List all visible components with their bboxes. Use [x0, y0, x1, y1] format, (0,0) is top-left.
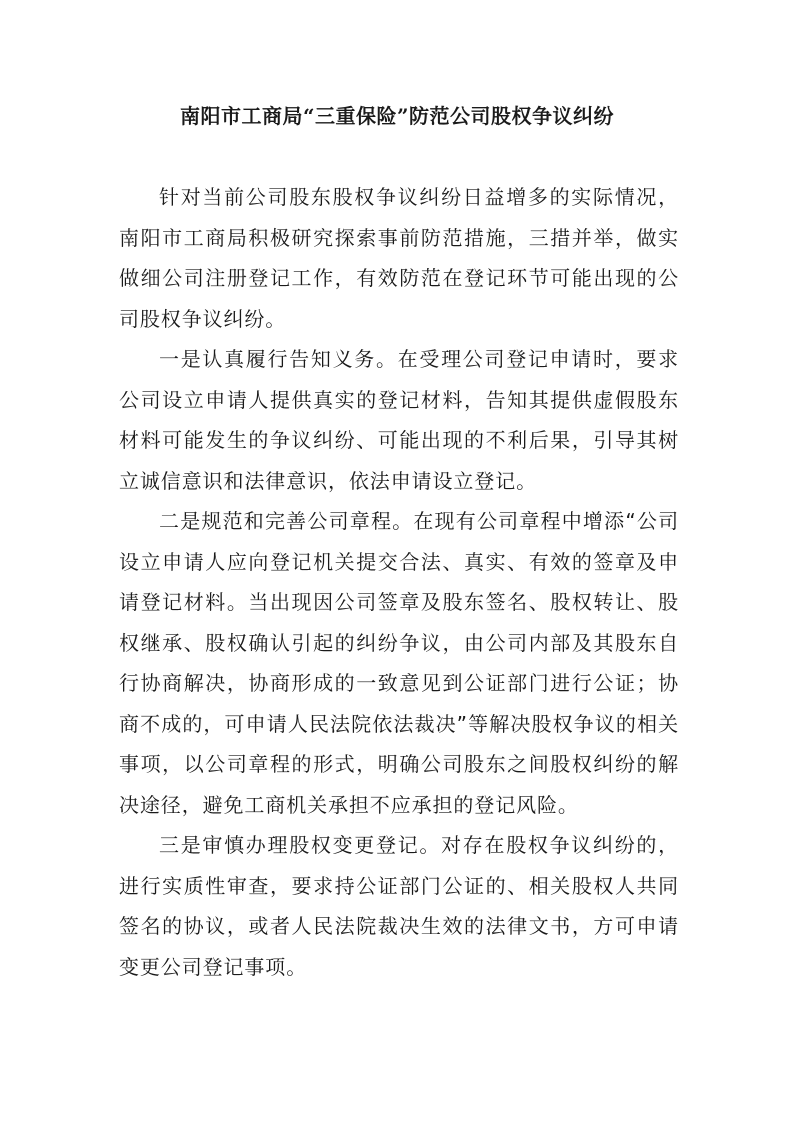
document-title: 南阳市工商局“三重保险”防范公司股权争议纠纷 — [179, 104, 614, 128]
paragraph-point-three: 三是审慎办理股权变更登记。对存在股权争议纠纷的，进行实质性审查，要求持公证部门公证的、相关股权人共同签名的协议，或者人民法院裁决生效的法律文书，方可申请变更公司登记事项。 — [119, 833, 679, 979]
paragraph-point-two: 二是规范和完善公司章程。在现有公司章程中增添“公司设立申请人应向登记机关提交合法、真实、有效的签章及申请登记材料。当出现因公司签章及股东签名、股权转让、股权继承、股权确认引起的纠纷争议，由公司内部及其股东自行协商解决，协商形成的一致意见到公证部门进行公证；协商不成的，可申请人民法院依法裁决”等解决股权争议的相关事项，以公司章程的形式，明确公司股东之间股权纠纷的解决途径，避免工商机关承担不应承担的登记风险。 — [119, 509, 679, 817]
paragraph-intro: 针对当前公司股东股权争议纠纷日益增多的实际情况，南阳市工商局积极研究探索事前防范措施，三措并举，做实做细公司注册登记工作，有效防范在登记环节可能出现的公司股权争议纠纷。 — [119, 185, 679, 331]
paragraph-point-one: 一是认真履行告知义务。在受理公司登记申请时，要求公司设立申请人提供真实的登记材料，告知其提供虚假股东材料可能发生的争议纠纷、可能出现的不利后果，引导其树立诚信意识和法律意识，依法申请设立登记。 — [119, 347, 679, 493]
document-body — [119, 177, 679, 987]
